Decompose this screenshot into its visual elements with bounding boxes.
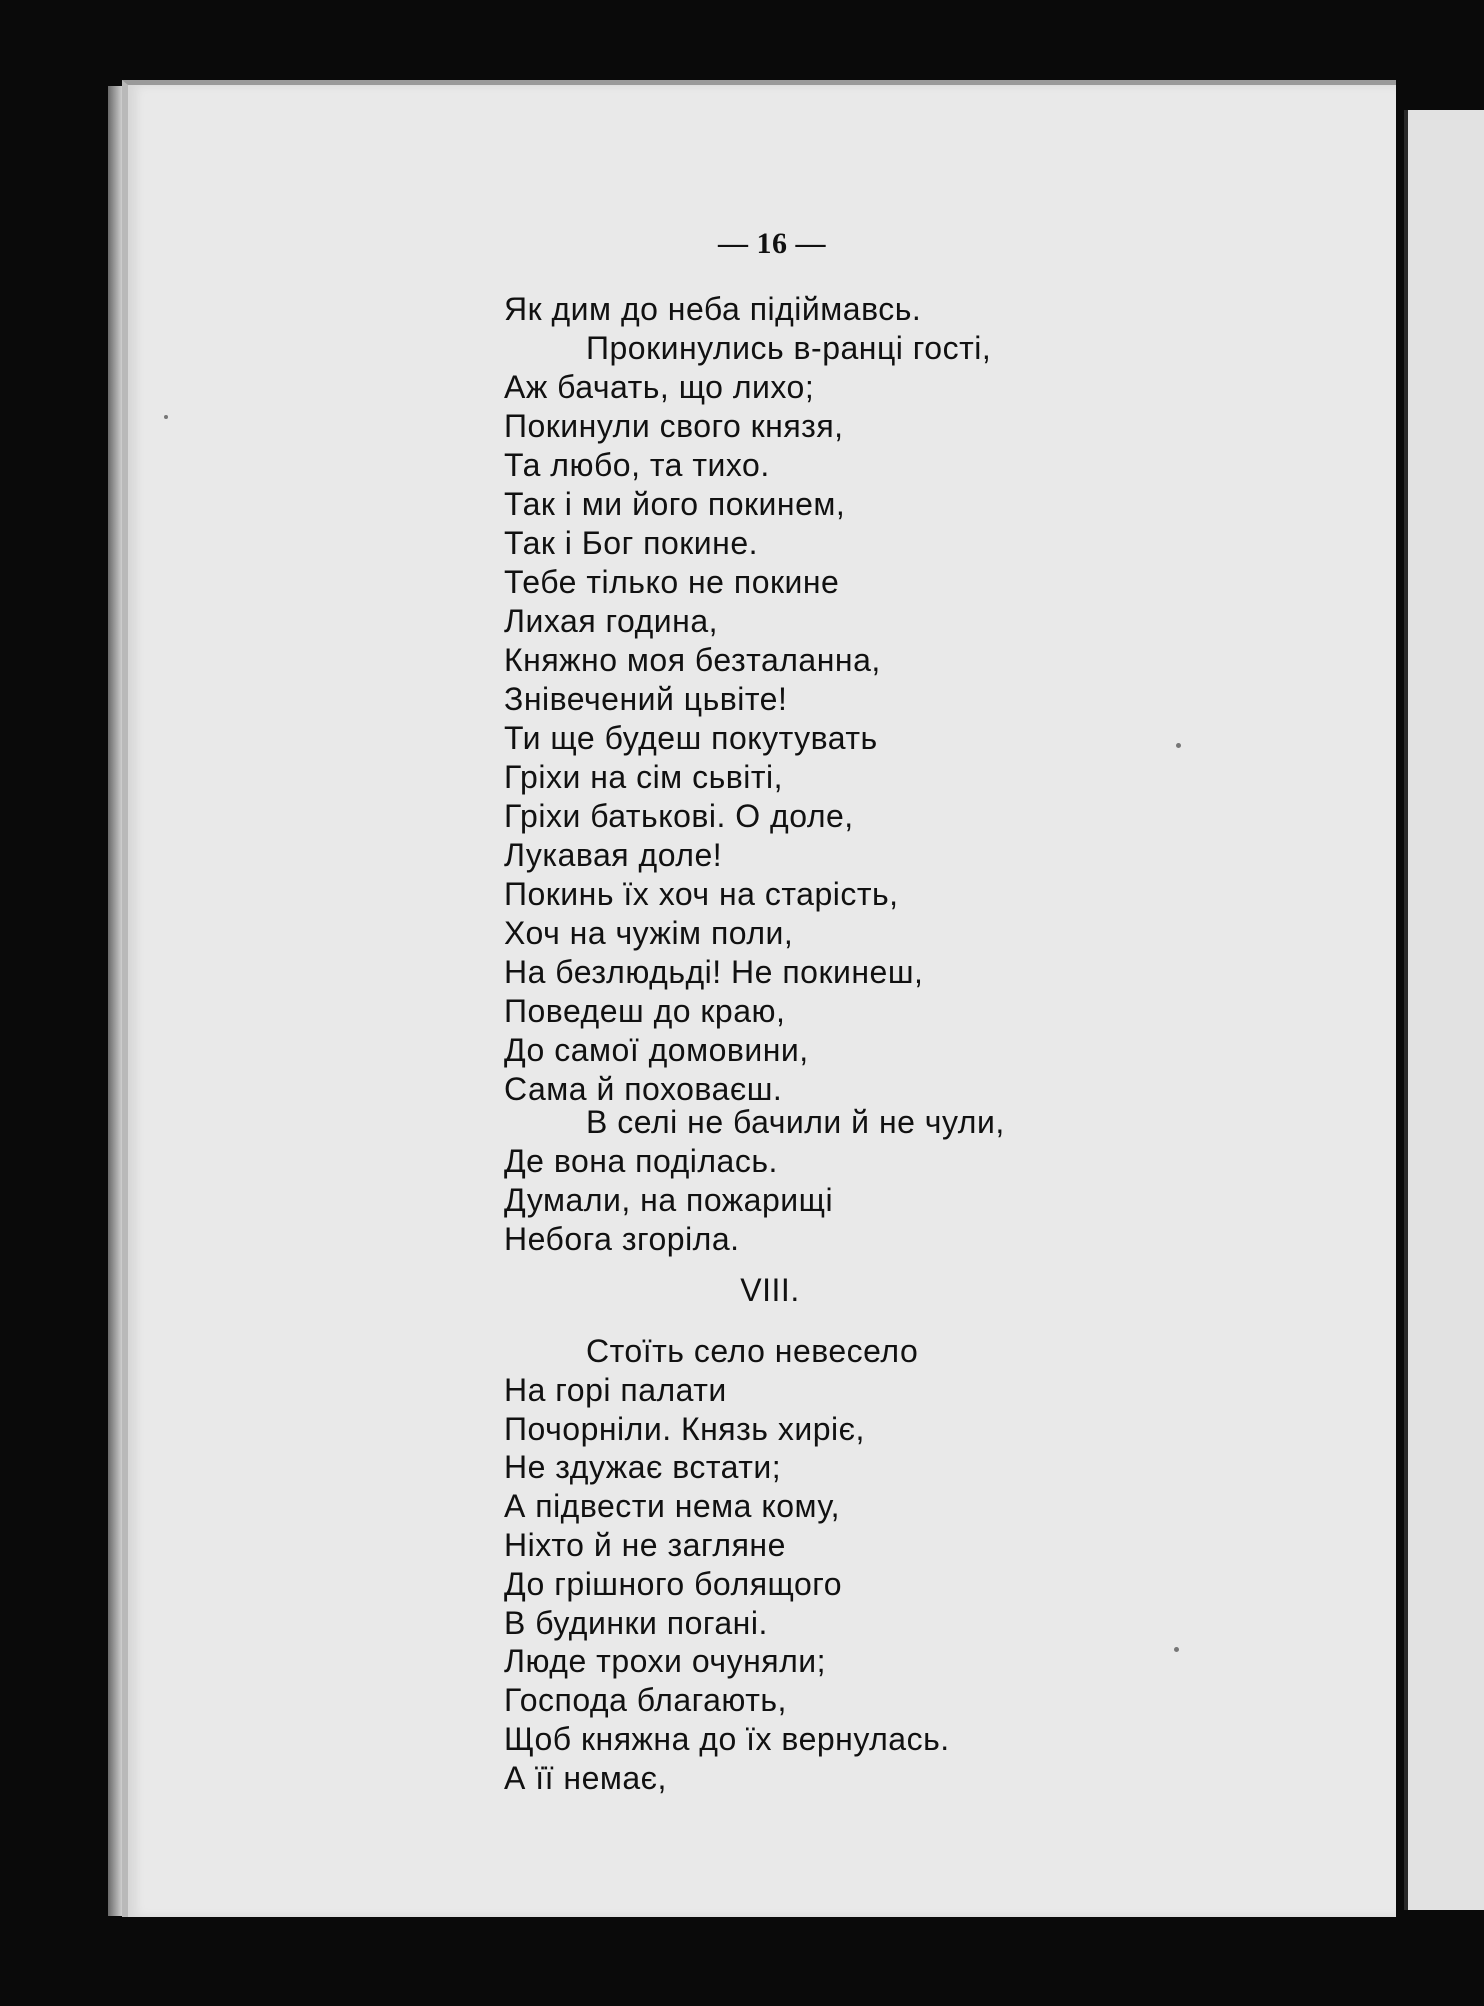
poem-line: До грішного болящого bbox=[504, 1565, 843, 1602]
poem-line: Лукавая доле! bbox=[504, 837, 723, 873]
poem-line: На горі палати bbox=[504, 1371, 727, 1408]
poem-line: А її немає, bbox=[504, 1759, 667, 1796]
book-page bbox=[122, 80, 1396, 1917]
poem-line: Так і ми його покинем, bbox=[504, 486, 846, 522]
poem-line: На безлюдьді! Не покинеш, bbox=[504, 954, 924, 990]
ink-speck bbox=[1176, 743, 1181, 748]
poem-line: Хоч на чужім поли, bbox=[504, 915, 794, 951]
poem-line: Прокинулись в-ранці гості, bbox=[586, 330, 992, 366]
poem-line: Люде трохи очуняли; bbox=[504, 1643, 827, 1680]
poem-line: Лихая година, bbox=[504, 603, 718, 639]
page-number: — 16 — bbox=[718, 227, 826, 260]
poem-line: Знівечений цьвіте! bbox=[504, 681, 788, 717]
poem-line: Ніхто й не загляне bbox=[504, 1526, 786, 1563]
adjacent-page-edge bbox=[1404, 110, 1484, 1910]
poem-line: Так і Бог покине. bbox=[504, 525, 759, 561]
ink-speck bbox=[1174, 1647, 1179, 1652]
poem-line: Аж бачать, що лихо; bbox=[504, 369, 815, 405]
poem-line: Стоїть село невесело bbox=[586, 1333, 919, 1369]
ink-speck bbox=[164, 415, 168, 419]
poem-line: Сама й поховаєш. bbox=[504, 1071, 783, 1107]
poem-line: В будинки погані. bbox=[504, 1604, 768, 1641]
poem-line: В селі не бачили й не чули, bbox=[586, 1104, 1005, 1140]
poem-line: Гріхи батькові. О доле, bbox=[504, 798, 854, 834]
poem-line: Тебе тілько не покине bbox=[504, 564, 840, 600]
poem-line: Господа благають, bbox=[504, 1682, 787, 1719]
poem-line: Поведеш до краю, bbox=[504, 993, 786, 1029]
page-text bbox=[128, 85, 1396, 1917]
poem-line: Ти ще будеш покутувать bbox=[504, 720, 878, 756]
poem-line: Покинули свого князя, bbox=[504, 408, 844, 444]
stanza bbox=[504, 1332, 950, 1798]
poem-line: Думали, на пожарищі bbox=[504, 1182, 834, 1218]
poem-line: До самої домовини, bbox=[504, 1032, 809, 1068]
poem-line: Почорніли. Князь хиріє, bbox=[504, 1410, 865, 1447]
poem-line: Та любо, та тихо. bbox=[504, 447, 770, 483]
poem-line: Покинь їх хоч на старість, bbox=[504, 876, 899, 912]
poem-line: Де вона поділась. bbox=[504, 1143, 778, 1179]
section-heading: VIII. bbox=[740, 1272, 800, 1308]
poem-line: Княжно моя безталанна, bbox=[504, 642, 881, 678]
poem-line: Як дим до неба підіймавсь. bbox=[504, 291, 922, 327]
poem-line: Гріхи на сім сьвіті, bbox=[504, 759, 783, 795]
page-edge bbox=[108, 86, 122, 1916]
poem-line: Не здужає встати; bbox=[504, 1449, 782, 1486]
stanza bbox=[504, 1103, 1005, 1259]
poem-line: Щоб княжна до їх вернулась. bbox=[504, 1720, 950, 1757]
poem-line: А підвести нема кому, bbox=[504, 1488, 841, 1525]
poem-line: Небога згоріла. bbox=[504, 1221, 740, 1257]
stanza bbox=[504, 290, 991, 1109]
